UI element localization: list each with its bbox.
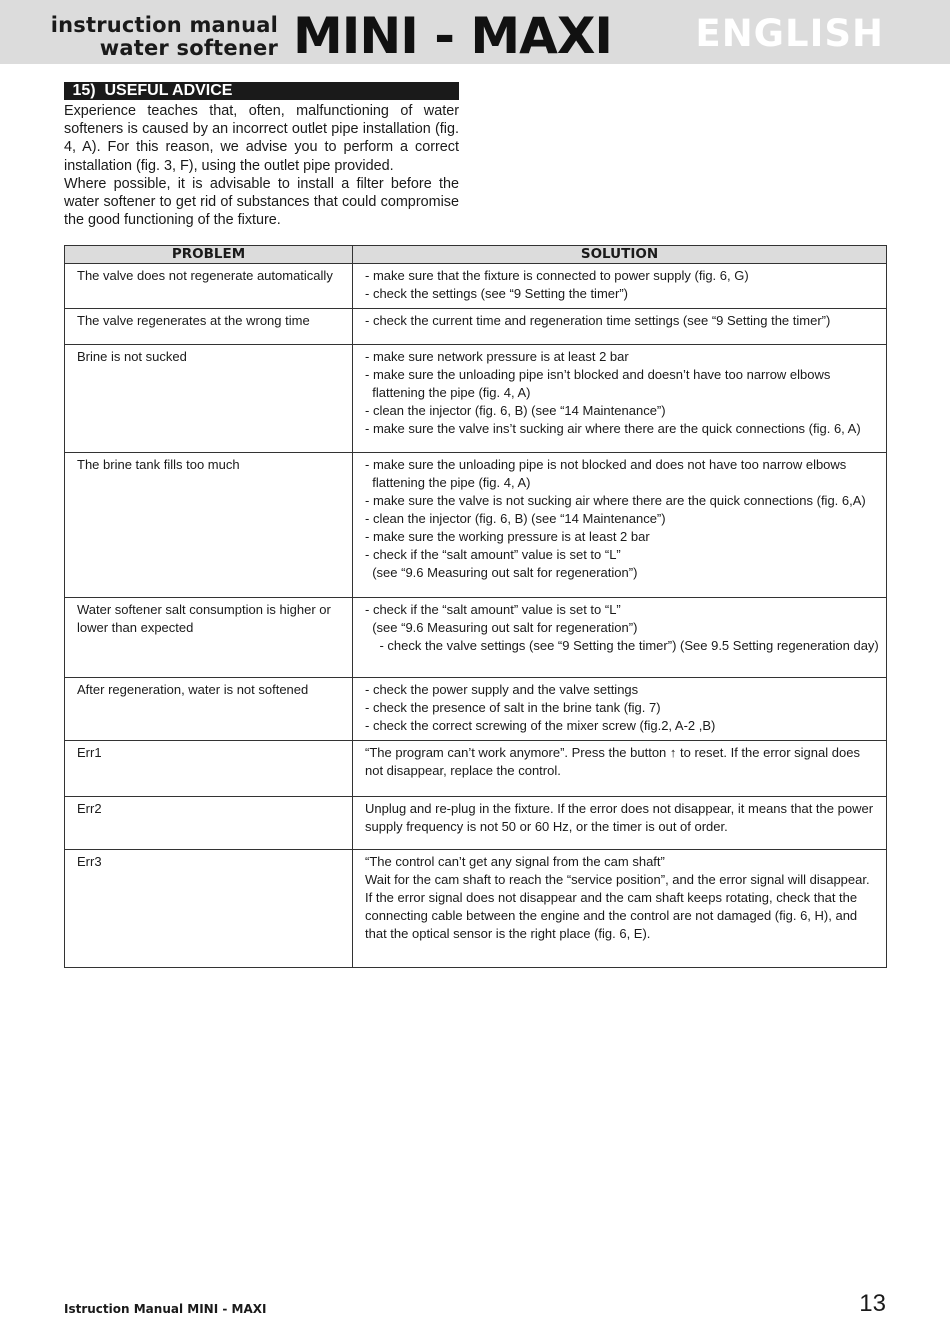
section-heading: 15) USEFUL ADVICE	[64, 82, 459, 100]
problem-cell: After regeneration, water is not softened	[65, 678, 353, 741]
solution-text: “The program can’t work anymore”. Press the button ↑ to reset. If the error signal does not disappear, replace the control.	[365, 745, 860, 778]
solution-line: - make sure the unloading pipe isn’t blocked and doesn’t have too narrow elbows	[365, 367, 831, 382]
advice-paragraph-1: Experience teaches that, often, malfunctioning of water softeners is caused by an incorrect outlet pipe installation (fig. 4, A). For this reason, we advise you to perform a correct installation (fig. 3, F), using the outlet pipe provided.	[64, 103, 459, 174]
table-row	[65, 264, 887, 309]
solution-cell	[353, 309, 887, 345]
table-row	[65, 345, 887, 453]
solution-cell	[353, 598, 887, 678]
table-header-row	[65, 246, 887, 264]
solution-cell	[353, 453, 887, 598]
solution-line: - make sure that the fixture is connected to power supply (fig. 6, G)	[365, 268, 749, 283]
solution-line: flattening the pipe (fig. 4, A)	[365, 475, 531, 490]
header-subtitle-line2: water softener	[99, 36, 278, 60]
solution-line: - check the current time and regeneration time settings (see “9 Setting the timer”)	[365, 313, 831, 328]
page-header	[0, 0, 950, 64]
solution-line: - clean the injector (fig. 6, B) (see “14 Maintenance”)	[365, 403, 666, 418]
table-row	[65, 850, 887, 968]
problem-cell: Brine is not sucked	[65, 345, 353, 453]
table-row	[65, 678, 887, 741]
solution-line: - make sure the valve is not sucking air where there are the quick connections (fig. 6,A)	[365, 493, 866, 508]
solution-line: - check the valve settings (see “9 Setting the timer”) (See 9.5 Setting regeneration day)	[365, 638, 879, 653]
header-subtitle-line1: instruction manual	[50, 13, 278, 37]
solution-line: - check the correct screwing of the mixer screw (fig.2, A-2 ,B)	[365, 718, 716, 733]
solution-line: - make sure the valve ins’t sucking air where there are the quick connections (fig. 6, A)	[365, 421, 861, 436]
problem-cell: The valve regenerates at the wrong time	[65, 309, 353, 345]
solution-cell	[353, 797, 887, 850]
solution-text: “The control can’t get any signal from the cam shaft” Wait for the cam shaft to reach the “service position”, and the error signal will disappear. If the error signal does not disappear and the cam shaft keeps rotating, check that the connecting cable between the engine and the control are not damaged (fig. 6, H), and that the optical sensor is the right place (fig. 6, E).	[365, 854, 870, 941]
advice-text	[64, 102, 459, 229]
solution-line: - make sure the working pressure is at least 2 bar	[365, 529, 650, 544]
solution-line: - make sure the unloading pipe is not blocked and does not have too narrow elbows	[365, 457, 847, 472]
problem-cell: Err3	[65, 850, 353, 968]
solution-line: flattening the pipe (fig. 4, A)	[365, 385, 531, 400]
troubleshooting-table	[64, 245, 887, 968]
header-language: ENGLISH	[695, 12, 884, 55]
solution-cell	[353, 678, 887, 741]
solution-line: - make sure network pressure is at least 2 bar	[365, 349, 629, 364]
table-body	[65, 264, 887, 968]
solution-line: - check if the “salt amount” value is set to “L”	[365, 547, 621, 562]
problem-cell: Water softener salt consumption is higher or lower than expected	[65, 598, 353, 678]
solution-text: Unplug and re-plug in the fixture. If the error does not disappear, it means that the power supply frequency is not 50 or 60 Hz, or the timer is out of order.	[365, 801, 874, 834]
solution-line: (see “9.6 Measuring out salt for regeneration”)	[365, 565, 638, 580]
solution-line: - check the settings (see “9 Setting the timer”)	[365, 286, 628, 301]
solution-cell	[353, 264, 887, 309]
problem-cell: The valve does not regenerate automatically	[65, 264, 353, 309]
footer-manual-title: Istruction Manual MINI - MAXI	[64, 1302, 267, 1316]
solution-line: - clean the injector (fig. 6, B) (see “14 Maintenance”)	[365, 511, 666, 526]
column-header-solution: SOLUTION	[353, 246, 887, 264]
solution-line: - check the power supply and the valve settings	[365, 682, 639, 697]
header-title: MINI - MAXI	[293, 7, 612, 65]
problem-cell: Err1	[65, 741, 353, 797]
problem-cell: The brine tank fills too much	[65, 453, 353, 598]
solution-line: - check if the “salt amount” value is set to “L”	[365, 602, 621, 617]
solution-line: (see “9.6 Measuring out salt for regeneration”)	[365, 620, 638, 635]
solution-cell	[353, 850, 887, 968]
page-number: 13	[859, 1290, 886, 1317]
solution-cell	[353, 741, 887, 797]
solution-line: - check the presence of salt in the brine tank (fig. 7)	[365, 700, 661, 715]
solution-cell	[353, 345, 887, 453]
column-header-problem: PROBLEM	[65, 246, 353, 264]
problem-cell: Err2	[65, 797, 353, 850]
advice-paragraph-2: Where possible, it is advisable to install a filter before the water softener to get rid of substances that could compromise the good functioning of the fixture.	[64, 175, 459, 229]
table-row	[65, 741, 887, 797]
table-row	[65, 453, 887, 598]
table-row	[65, 309, 887, 345]
table-row	[65, 598, 887, 678]
table-row	[65, 797, 887, 850]
